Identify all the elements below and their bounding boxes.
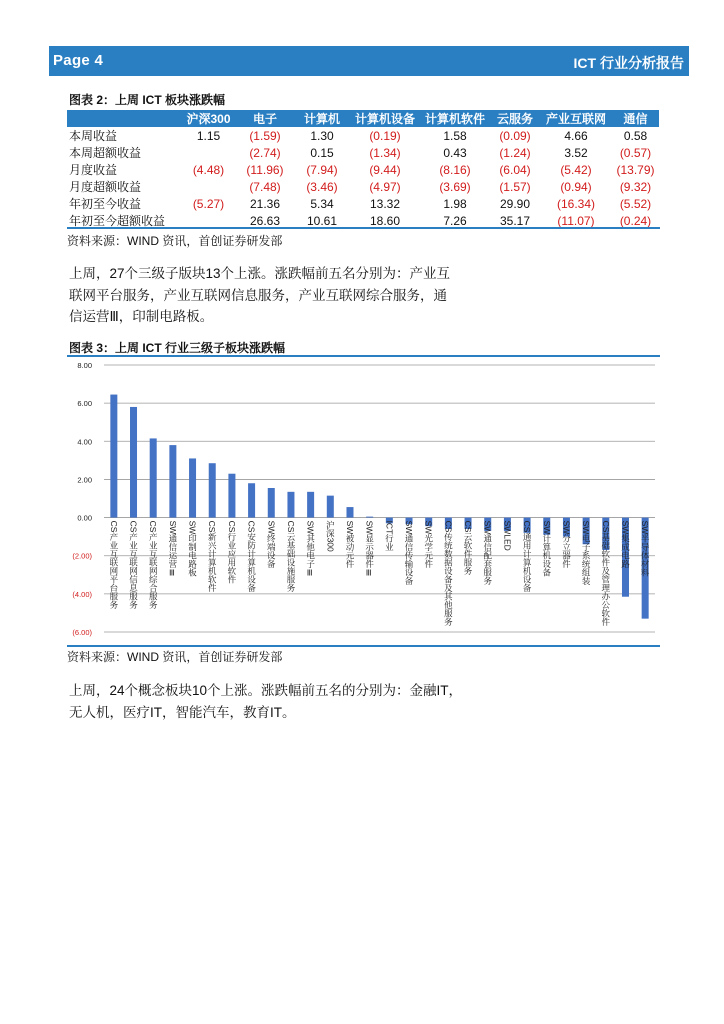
x-tick-label: SW通信传输设备: [404, 520, 415, 586]
x-tick-label: SW光学元件: [423, 520, 434, 569]
bar: [327, 496, 334, 518]
table-cell: 1.15: [196, 128, 221, 143]
column-header: 计算机: [294, 110, 350, 127]
figure2-title: 图表 2：上周 ICT 板块涨跌幅: [69, 93, 226, 107]
bar: [169, 445, 176, 517]
table-row: [67, 144, 659, 161]
column-header: 云服务: [490, 110, 540, 127]
table-cell: 1.98: [443, 196, 467, 211]
bar: [209, 463, 216, 517]
column-header: 沪深300: [181, 110, 236, 127]
column-header: [67, 110, 181, 127]
paragraph-line: 上周，27个三级子版块13个上涨。涨跌幅前五名分别为：产业互: [69, 266, 451, 281]
x-tick-label: SW通信配套服务: [482, 520, 493, 586]
row-label: 年初至今超额收益: [69, 214, 166, 228]
x-tick-label: CS安防计算机设备: [246, 520, 257, 592]
table-cell: (0.09): [499, 128, 531, 143]
table-cell: (1.57): [499, 179, 531, 194]
x-tick-label: SW集成电路: [620, 520, 631, 569]
table-cell: 10.61: [306, 213, 338, 228]
paragraph-line: 联网平台服务，产业互联网信息服务，产业互联网综合服务，通: [69, 287, 447, 303]
table-cell: (11.96): [246, 162, 284, 177]
x-tick-label: SW终端设备: [266, 520, 277, 569]
y-tick-label: 2.00: [77, 475, 92, 485]
x-tick-label: SW印制电路板: [187, 520, 198, 577]
x-tick-label: SW其他电子Ⅲ: [305, 520, 316, 579]
chart-svg: [67, 356, 660, 646]
table-cell: (1.24): [499, 145, 531, 160]
bar: [307, 492, 314, 518]
bar: [228, 474, 235, 518]
chart-bottom-rule: [67, 645, 660, 647]
x-tick-label: CS云软件服务: [463, 520, 474, 575]
table-cell: (7.94): [306, 162, 338, 177]
table-cell: (13.79): [616, 162, 655, 177]
subsector-bar-chart: [67, 356, 660, 646]
ict-sector-table: [67, 110, 659, 229]
table-row: [67, 178, 659, 195]
table-cell: (0.94): [560, 179, 592, 194]
x-tick-label: 沪深300: [325, 520, 336, 552]
table-cell: (11.07): [557, 213, 595, 228]
table-cell: [181, 144, 236, 161]
table-cell: (1.59): [249, 128, 281, 143]
bar: [287, 492, 294, 518]
table-cell: (3.46): [306, 179, 338, 194]
report-title: ICT 行业分析报告: [573, 55, 684, 71]
x-tick-label: CS行业应用软件: [226, 520, 237, 584]
table-cell: (5.52): [619, 196, 652, 211]
x-tick-label: CS产业互联网综合服务: [148, 520, 159, 609]
table-row: [67, 127, 659, 144]
row-label: 本周收益: [69, 129, 118, 143]
bar: [268, 488, 275, 518]
y-tick-label: 8.00: [77, 361, 92, 370]
column-header: 产业互联网: [540, 110, 612, 127]
row-label: 本周超额收益: [69, 146, 142, 160]
page-header: [49, 46, 689, 76]
x-tick-label: SW电子系统组装: [581, 520, 592, 586]
table-cell: (8.16): [439, 162, 471, 177]
table-cell: (3.69): [439, 179, 471, 194]
table-header-row: [67, 110, 659, 127]
table-cell: (5.27): [192, 196, 225, 211]
column-header: 计算机设备: [350, 110, 420, 127]
table-cell: 1.30: [310, 128, 334, 143]
table-cell: 7.26: [443, 213, 467, 228]
bar: [248, 483, 255, 517]
bar: [130, 407, 137, 518]
table-cell: 13.32: [369, 196, 401, 211]
paragraph-line: 无人机，医疗IT，智能汽车，教育IT。: [69, 704, 296, 720]
table-cell: (0.24): [619, 213, 652, 228]
x-tick-label: SW半导体材料: [640, 520, 651, 577]
x-tick-label: SWLED: [502, 520, 513, 551]
x-tick-label: CS云基础设施服务: [285, 520, 296, 592]
figure3-title: 图表 3：上周 ICT 行业三级子板块涨跌幅: [69, 341, 286, 355]
table-cell: (7.48): [249, 179, 281, 194]
table-cell: (5.42): [560, 162, 592, 177]
table-cell: (9.32): [619, 179, 652, 194]
bar: [366, 517, 373, 518]
column-header: 计算机软件: [420, 110, 490, 127]
row-label: 月度收益: [69, 163, 118, 177]
table-cell: 21.36: [249, 196, 281, 211]
bar: [189, 458, 196, 517]
y-tick-label: 6.00: [77, 399, 92, 409]
table-cell: [181, 178, 236, 195]
table-cell: (2.74): [249, 145, 281, 160]
x-tick-label: SW通信运营Ⅲ: [167, 520, 178, 579]
y-tick-label: (2.00): [72, 551, 92, 561]
column-header: 电子: [236, 110, 294, 127]
table-cell: (16.34): [556, 196, 596, 211]
table-cell: (6.04): [499, 162, 531, 177]
page-number: Page 4: [53, 52, 104, 69]
table-cell: 0.15: [310, 145, 334, 160]
table-cell: 5.34: [310, 196, 334, 211]
paragraph-subsectors: [69, 263, 509, 328]
table-cell: 18.60: [369, 213, 401, 228]
table-cell: 0.43: [443, 145, 467, 160]
x-tick-label: SW被动元件: [344, 520, 355, 569]
row-label: 月度超额收益: [69, 180, 142, 194]
table-row: [67, 161, 659, 178]
y-tick-label: 4.00: [77, 437, 92, 447]
x-tick-label: CS产业互联网信息服务: [128, 520, 139, 609]
table-cell: (0.19): [369, 128, 401, 143]
x-tick-label: CS基础软件及管理办公软件: [600, 520, 611, 626]
bar: [110, 395, 117, 518]
table-cell: (1.34): [369, 145, 401, 160]
table-cell: 4.66: [564, 128, 588, 143]
x-tick-label: SW分立器件: [561, 520, 572, 569]
table-cell: 0.58: [623, 128, 648, 143]
table-row: [67, 195, 659, 212]
y-tick-label: 0.00: [77, 513, 92, 523]
column-header: 通信: [612, 110, 659, 127]
row-label: 年初至今收益: [69, 197, 142, 211]
table-cell: (9.44): [369, 162, 401, 177]
x-tick-label: CS新兴计算机软件: [207, 520, 218, 592]
table-cell: (0.57): [619, 145, 652, 160]
x-tick-label: CS通用计算机设备: [522, 520, 533, 592]
table-bottom-rule: [67, 227, 660, 229]
figure3-source: 资料来源：WIND 资讯，首创证券研发部: [67, 650, 283, 664]
x-tick-label: SW计算机设备: [541, 520, 552, 577]
x-tick-label: SW显示器件Ⅲ: [364, 520, 375, 579]
table-cell: 26.63: [249, 213, 281, 228]
x-tick-label: CS产业互联网平台服务: [108, 520, 119, 609]
paragraph-line: 信运营Ⅲ，印制电路板。: [69, 309, 214, 324]
table-cell: 3.52: [564, 145, 588, 160]
bar: [346, 507, 353, 517]
table-cell: 1.58: [443, 128, 467, 143]
y-tick-label: (6.00): [72, 628, 92, 637]
paragraph-concepts: [69, 680, 509, 723]
x-tick-label: ICT行业: [384, 520, 395, 552]
table-cell: (4.97): [369, 179, 401, 194]
table-cell: 35.17: [499, 213, 531, 228]
paragraph-line: 上周，24个概念板块10个上涨。涨跌幅前五名的分别为：金融IT，: [69, 683, 463, 698]
x-tick-label: CS传统数据设备及其他服务: [443, 520, 454, 626]
table-cell: 29.90: [499, 196, 531, 211]
bar: [150, 438, 157, 517]
figure2-source: 资料来源：WIND 资讯，首创证券研发部: [67, 234, 283, 248]
y-tick-label: (4.00): [72, 589, 92, 599]
table-cell: (4.48): [192, 162, 225, 177]
